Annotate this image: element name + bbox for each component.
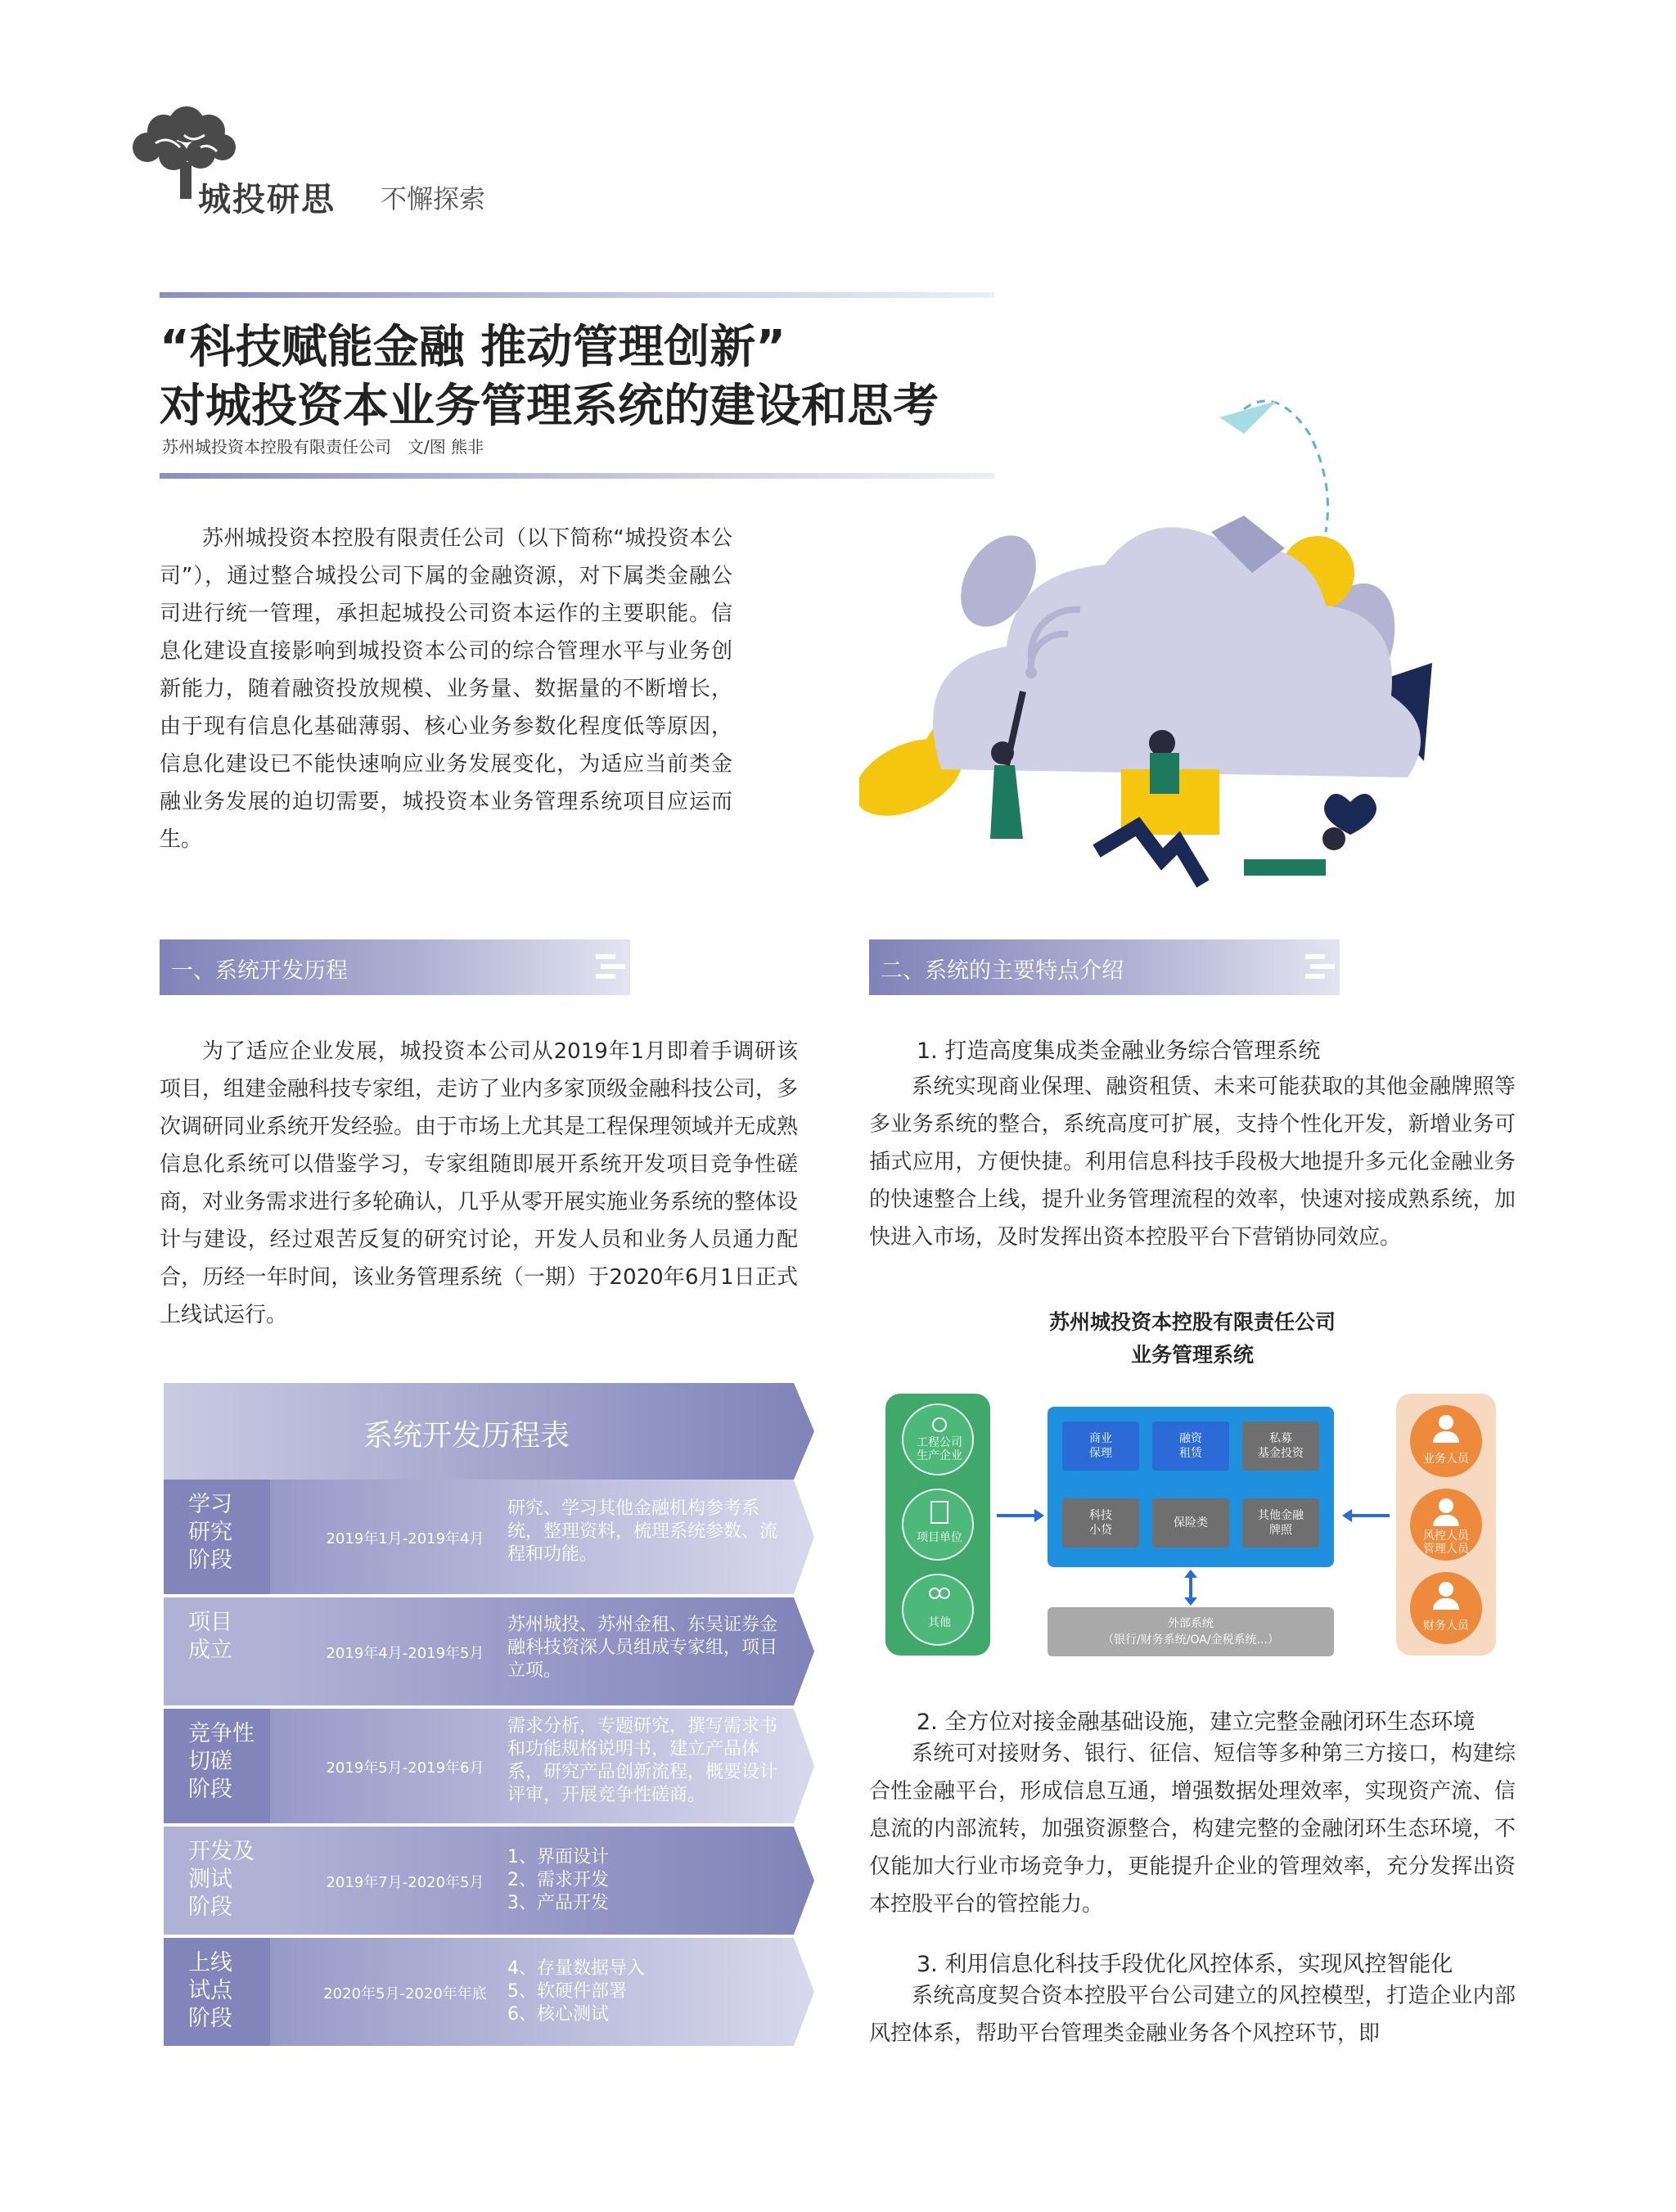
timeline-dates: 2020年5月-2020年年底 [323,1985,487,2003]
section1-paragraph: 为了适应企业发展，城投资本公司从2019年1月即着手调研该项目，组建金融科技专家组，走访了业内多家顶级金融科技公司，多次调研同业系统开发经验。由于市场上尤其是工程保理领域并无成熟信息化系统可以借鉴学习，专家组随即展开系统开发项目竞争性磋商，对业务需求进行多轮确认，几乎从零开展实施业务系统的整体设计与建设，经过艰苦反复的研究讨论，开发人员和业务人员通力配合，历经一年时间，该业务管理系统（一期）于2020年6月1日正式上线试运行。 [160,1039,799,1327]
staff-node: 财务人员 [1410,1572,1482,1644]
timeline-dates: 2019年5月-2019年6月 [326,1759,484,1777]
timeline-desc: 研究、学习其他金融机构参考系统，整理资料，梳理系统参数、流程和功能。 [507,1498,778,1565]
timeline-dates: 2019年7月-2020年5月 [326,1874,484,1891]
intro-paragraph: 苏州城投资本控股有限责任公司（以下简称“城投资本公司”），通过整合城投公司下属的金融资源，对下属类金融公司进行统一管理，承担起城投公司资本运作的主要职能。信息化建设直接影响到城投资本公司的综合管理水平与业务创新能力，随着融资投放规模、业务量、数据量的不断增长，由于现有信息化基础薄弱、核心业务参数化程度低等原因，信息化建设已不能快速响应业务发展变化，为适应当前类金融业务发展的迫切需要，城投资本业务管理系统项目应运而生。 [160,526,732,852]
core-cell: 科技 小贷 [1062,1498,1139,1547]
byline: 苏州城投资本控股有限责任公司 文/图 熊非 [162,437,484,457]
timeline-stage: 学习 研究 阶段 [188,1492,232,1573]
slogan: 不懈探索 [381,183,486,214]
brand-name: 城投研思 [198,180,336,218]
timeline-desc: 4、存量数据导入 5、软硬件部署 6、核心测试 [507,1958,645,2025]
bar-decoration-icon [589,939,630,995]
building-icon [923,1498,956,1531]
core-cell: 融资 租赁 [1152,1421,1229,1471]
timeline-dates: 2019年1月-2019年4月 [326,1530,484,1547]
staff-node: 风控人员 管理人员 [1410,1489,1482,1561]
arrow-updown-icon [1181,1570,1201,1606]
arrow-right-icon [995,1506,1046,1525]
timeline-stage: 上线 试点 阶段 [188,1950,232,2031]
timeline-row [164,1938,818,2046]
timeline-desc: 1、界面设计 2、需求开发 3、产品开发 [507,1847,609,1913]
core-cell: 私募 基金投资 [1242,1421,1319,1471]
feature2-title: 2. 全方位对接金融基础设施，建立完整金融闭环生态环境 [917,1710,1476,1735]
title-rule-top [160,292,994,298]
bar-decoration-icon [1299,939,1340,995]
timeline-stage: 开发及 测试 阶段 [188,1839,255,1920]
timeline-row [164,1827,818,1935]
timeline-row [164,1709,818,1823]
external-systems: 外部系统 （银行/财务系统/OA/金税系统...） [1048,1607,1334,1656]
timeline-stage: 项目 成立 [188,1610,232,1663]
feature3-title: 3. 利用信息化科技手段优化风控体系，实现风控智能化 [917,1952,1453,1977]
feature1-text: 系统实现商业保理、融资租赁、未来可能获取的其他金融牌照等多业务系统的整合，系统高度可扩展，支持个性化开发，新增业务可插式应用，方便快捷。利用信息科技手段极大地提升多元化金融业务的快速整合上线，提升业务管理流程的效率，快速对接成熟系统，加快进入市场，及时发挥出资本控股平台下营销协同效应。 [869,1074,1516,1250]
feature2-text: 系统可对接财务、银行、征信、短信等多种第三方接口，构建综合性金融平台，形成信息互通，增强数据处理效率，实现资产流、信息流的内部流转，加强资源整合，构建完整的金融闭环生态环境，不仅能加大行业市场竞争力，更能提升企业的管理效率，充分发挥出资本控股平台的管控能力。 [869,1741,1516,1917]
cloud-illustration [859,393,1465,900]
header [123,98,532,221]
person-icon [1439,1582,1453,1597]
feature3-text: 系统高度契合资本控股平台公司建立的风控模型，打造企业内部风控体系，帮助平台管理类金融业务各个风控环节，即 [869,1984,1516,2046]
diagram-title-line2: 业务管理系统 [1130,1343,1254,1367]
timeline-row [164,1597,818,1705]
timeline-row [164,1480,818,1594]
timeline-desc: 苏州城投、苏州金租、东吴证券金融科技资深人员组成专家组，项目立项。 [507,1615,778,1681]
core-cell: 商业 保理 [1062,1421,1139,1471]
section1-heading: 一、系统开发历程 [171,958,348,984]
arrow-left-icon [1339,1506,1391,1525]
article-title-line1: “科技赋能金融 推动管理创新” [160,321,786,374]
people-icon [923,1584,956,1616]
client-node: 其他 [902,1574,974,1646]
client-panel [885,1394,990,1656]
diagram-title-line1: 苏州城投资本控股有限责任公司 [1048,1310,1336,1334]
timeline-desc: 需求分析，专题研究，撰写需求书和功能规格说明书，建立产品体系，研究产品创新流程，概要设计评审，开展竞争性磋商。 [507,1716,778,1805]
timeline-table [164,1383,818,2054]
core-cell: 其他金融 牌照 [1242,1498,1319,1547]
timeline-table-title: 系统开发历程表 [363,1419,570,1453]
feature1-title: 1. 打造高度集成类金融业务综合管理系统 [917,1038,1321,1064]
client-node: 项目单位 [902,1489,974,1561]
person-icon [1439,1498,1453,1513]
core-system [1048,1407,1334,1567]
core-cell: 保险类 [1152,1498,1229,1547]
section2-heading: 二、系统的主要特点介绍 [881,958,1124,984]
section2-heading-bar [869,939,1340,995]
article-title-line2: 对城投资本业务管理系统的建设和思考 [160,380,939,433]
timeline-stage: 竞争性 切磋 阶段 [188,1721,255,1802]
client-node: 工程公司 生产企业 [902,1403,974,1475]
staff-node: 业务人员 [1410,1405,1482,1477]
section1-heading-bar [160,939,630,995]
timeline-table-header [164,1383,818,1480]
timeline-dates: 2019年4月-2019年5月 [326,1645,484,1662]
staff-panel [1396,1394,1496,1656]
person-icon [1439,1415,1453,1430]
